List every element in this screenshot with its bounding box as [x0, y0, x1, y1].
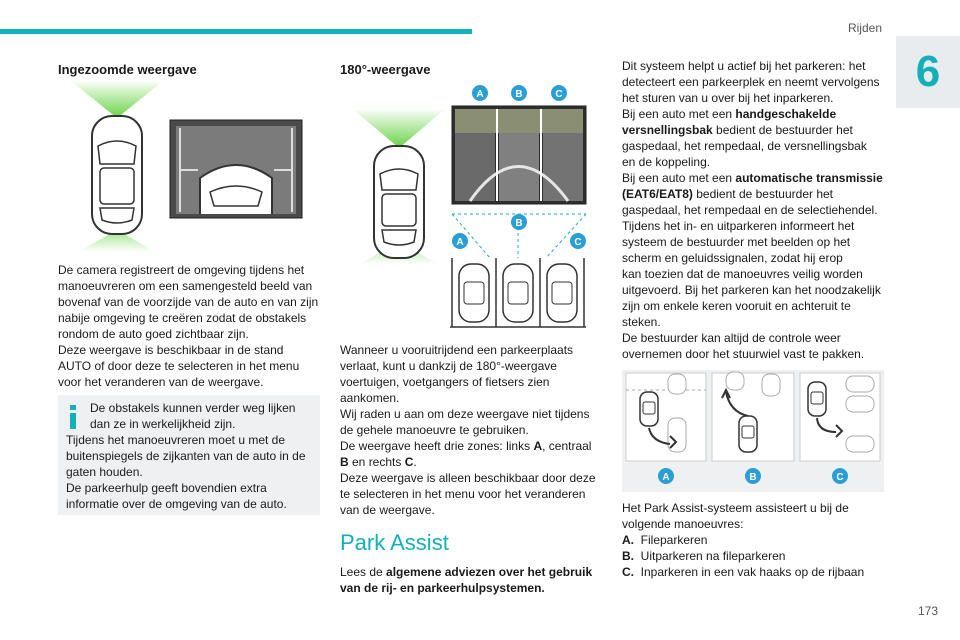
manoeuvre-list-item: [622, 564, 892, 580]
text-line: [340, 564, 610, 580]
text-line: voertuigen, voetgangers of fietsers zien: [340, 375, 550, 389]
manoeuvre-list-item: [622, 548, 892, 564]
text-line: AUTO of door deze te selecteren in het menu: [58, 359, 300, 373]
list-text: Inparkeren in een vak haaks op de rijbaan: [640, 565, 865, 579]
text-line: De bestuurder kan altijd de controle weer: [622, 331, 841, 345]
manoeuvre-c-label: C: [836, 472, 844, 483]
text-line: overnemen door het stuurwiel vast te pakken.: [622, 347, 865, 361]
text-line: volgende manoeuvres:: [622, 517, 744, 531]
text-line: gaspedaal, het rempedaal en de selectiehendel.: [622, 203, 878, 217]
info-icon: [66, 405, 80, 429]
text-line: zijn om enkele keren vooruit en achteruit te: [622, 299, 851, 313]
view-180-illustration: [340, 82, 600, 332]
chapter-number: 6: [896, 36, 960, 108]
text-span: .: [413, 455, 417, 469]
note-line: De obstakels kunnen verder weg lijken: [90, 401, 296, 415]
text-line: Wij raden u aan om deze weergave niet tijdens: [340, 407, 590, 421]
text-line: manoeuvreren om een samengesteld beeld van: [58, 279, 313, 293]
manoeuvre-list-item: [622, 532, 892, 548]
list-key: A.: [622, 533, 634, 547]
text-line: Wanneer u vooruitrijdend een parkeerplaats: [340, 343, 574, 357]
zone-letter: A: [533, 439, 543, 453]
camera-cone-front: [72, 82, 162, 118]
text-line: [340, 454, 610, 470]
text-line: voor het veranderen van de weergave.: [58, 375, 264, 389]
manoeuvre-panel-b: [712, 372, 794, 461]
text-line: gaspedaal, het rempedaal, de versnellingsbak: [622, 139, 867, 153]
text-line: [340, 438, 610, 454]
gearbox-type: versnellingsbak: [622, 123, 713, 137]
list-text: Fileparkeren: [640, 533, 708, 547]
text-span: en rechts: [348, 455, 405, 469]
text-line: [622, 122, 892, 138]
zone-c-label: C: [555, 89, 563, 100]
note-line: gaten houden.: [66, 465, 143, 479]
text-span: bedient de bestuurder het: [712, 123, 853, 137]
text-line: steken.: [622, 315, 661, 329]
text-line: nabije omgeving te creëren zodat de obstakels: [58, 311, 307, 325]
zoomed-view-illustration: [58, 80, 328, 255]
text-line: kan toezien dat de manoeuvres veilig worden: [622, 267, 863, 281]
text-line: systeem de bestuurder met beelden op het: [622, 235, 851, 249]
zone-a-label: A: [456, 237, 464, 248]
note-line: Tijdens het manoeuvreren moet u met de: [66, 433, 286, 447]
zone-letter: B: [340, 455, 349, 469]
text-line: verlaat, kunt u dankzij de 180°-weergave: [340, 359, 557, 373]
zone-letter: C: [404, 455, 414, 469]
page-number: 173: [917, 604, 939, 618]
note-line: dan ze in werkelijkheid zijn.: [90, 417, 236, 431]
gearbox-type: (EAT6/EAT8): [622, 187, 693, 201]
text-span: bedient de bestuurder het: [692, 187, 834, 201]
text-line: rondom de auto goed zichtbaar zijn.: [58, 327, 249, 341]
parking-bays-diagram: [450, 258, 586, 327]
note-line: buitenspiegels de zijkanten van de auto in de: [66, 449, 306, 463]
advice-link-text: algemene adviezen over het gebruik: [386, 565, 593, 579]
text-line: uitgevoerd. Bij het parkeren kan het noodzakelijk: [622, 283, 881, 297]
text-line: Tijdens het in- en uitparkeren informeert het: [622, 219, 855, 233]
manoeuvre-panel-a: [626, 373, 706, 461]
text-line: de gehele manoeuvre te gebruiken.: [340, 423, 529, 437]
camera-screen-image: [452, 106, 586, 204]
gearbox-type: handgeschakelde: [735, 107, 837, 121]
text-line: Deze weergave is alleen beschikbaar door deze: [340, 471, 596, 485]
col1-heading-wrap: [58, 62, 328, 78]
park-assist-heading: Park Assist: [340, 530, 449, 555]
car-top-view-icon: [92, 116, 142, 234]
text-line: De camera registreert de omgeving tijdens het: [58, 263, 305, 277]
camera-screen-image: [170, 120, 302, 218]
info-note: [58, 395, 320, 515]
text-line: [622, 170, 892, 186]
text-line: [340, 580, 610, 596]
car-top-view-icon: [374, 146, 424, 258]
section-title: Rijden: [847, 21, 882, 35]
text-line: van de weergave.: [340, 503, 435, 517]
text-line: het sturen van u over bij het inparkeren.: [622, 91, 834, 105]
text-span: De weergave heeft drie zones: links: [340, 439, 534, 453]
text-line: en de koppeling.: [622, 155, 711, 169]
manoeuvre-panel-c: [800, 373, 880, 461]
zone-b-label: B: [515, 218, 523, 229]
zone-a-label: A: [476, 89, 484, 100]
text-line: Deze weergave is beschikbaar in de stand: [58, 343, 284, 357]
text-span: Bij een auto met een: [622, 171, 736, 185]
list-text: Uitparkeren na fileparkeren: [640, 549, 786, 563]
note-line: informatie over de omgeving van de auto.: [66, 497, 287, 511]
text-line: detecteert een parkeerplek en neemt vervolgens: [622, 75, 880, 89]
zoomed-view-text: [58, 262, 328, 390]
park-assist-description: [622, 58, 892, 362]
list-key: C.: [622, 565, 634, 579]
text-line: Dit systeem helpt u actief bij het parkeren: het: [622, 59, 866, 73]
view-180-heading: 180°-weergave: [340, 62, 431, 77]
text-line: bovenaf van de voorzijde van de auto en van zijn: [58, 295, 319, 309]
text-span: Lees de: [340, 565, 387, 579]
col2-heading-wrap: [340, 62, 610, 78]
text-line: te selecteren in het menu voor het veranderen: [340, 487, 586, 501]
zoomed-view-heading: Ingezoomde weergave: [58, 62, 197, 77]
text-line: Het Park Assist-systeem assisteert u bij de: [622, 501, 849, 515]
zone-c-label: C: [574, 237, 582, 248]
camera-cone-front: [354, 110, 444, 148]
manoeuvre-a-label: A: [662, 472, 670, 483]
manoeuvre-b-label: B: [749, 472, 757, 483]
park-assist-intro: [340, 564, 610, 596]
text-line: [622, 106, 892, 122]
advice-link-text: van de rij- en parkeerhulpsystemen: [340, 581, 542, 595]
text-line: aankomen.: [340, 391, 400, 405]
list-key: B.: [622, 549, 634, 563]
park-assist-manoeuvres-illustration: [622, 370, 884, 492]
view-180-text: [340, 342, 610, 518]
text-line: scherm en geluidssignalen, zodat hij erop: [622, 251, 843, 265]
text-span: .: [541, 581, 545, 595]
text-line: [622, 186, 892, 202]
note-line: De parkeerhulp geeft bovendien extra: [66, 481, 267, 495]
text-span: , centraal: [542, 439, 592, 453]
header-accent-bar: [0, 29, 472, 34]
gearbox-type: automatische transmissie: [735, 171, 883, 185]
text-span: Bij een auto met een: [622, 107, 736, 121]
manoeuvres-text: [622, 500, 892, 580]
zone-b-label: B: [515, 89, 523, 100]
